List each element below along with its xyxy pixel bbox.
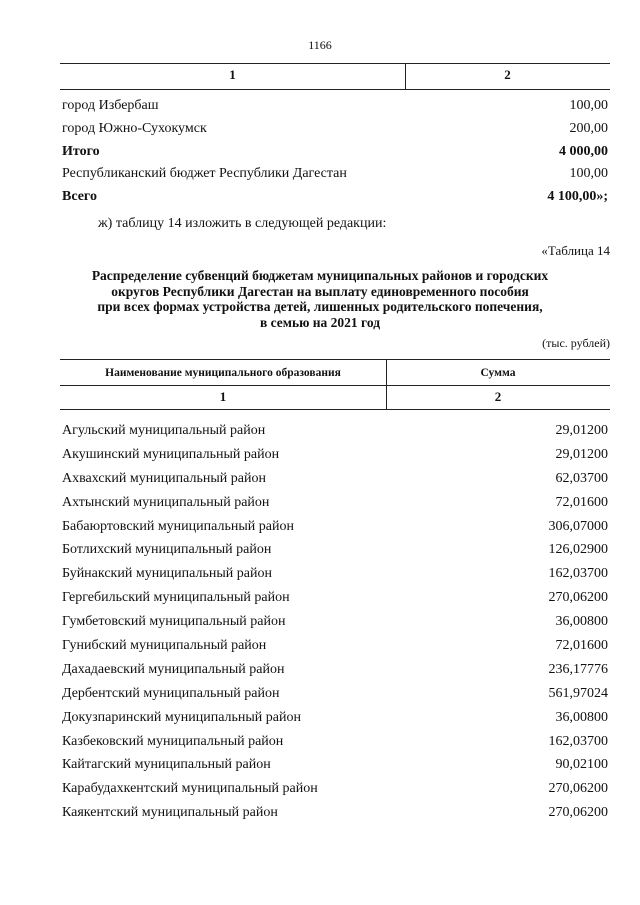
main-table-rule-mid xyxy=(60,385,610,386)
district-amount: 270,06200 xyxy=(548,781,608,797)
district-amount: 236,17776 xyxy=(548,661,608,677)
row-name: город Южно-Сухокумск xyxy=(62,121,207,136)
district-amount: 29,01200 xyxy=(555,446,608,462)
district-amount: 36,00800 xyxy=(555,614,608,630)
district-amount: 90,02100 xyxy=(555,757,608,773)
district-name: Буйнакский муниципальный район xyxy=(62,566,272,582)
row-name: Всего xyxy=(62,189,97,204)
table-row xyxy=(62,682,610,706)
table-row xyxy=(62,467,610,491)
top-table-col2-header: 2 xyxy=(504,67,511,82)
row-name: Республиканский бюджет Республики Дагестан xyxy=(62,166,347,181)
district-name: Дербентский муниципальный район xyxy=(62,685,280,701)
title-line: в семью на 2021 год xyxy=(259,314,381,330)
table-row xyxy=(62,538,610,562)
district-amount: 29,01200 xyxy=(555,423,608,438)
table-row xyxy=(62,706,610,730)
district-amount: 36,00800 xyxy=(555,709,608,725)
title-line: Распределение субвенций бюджетам муниципальных районов и городских xyxy=(91,268,549,283)
main-table-rule-top xyxy=(60,359,610,360)
district-name: Ботлихский муниципальный район xyxy=(62,542,272,558)
district-amount: 561,97024 xyxy=(548,685,608,701)
top-table-rule-top xyxy=(60,63,610,64)
district-name: Агульский муниципальный район xyxy=(62,423,266,438)
main-table-rule-header-bottom xyxy=(60,409,610,410)
main-table-col2-number: 2 xyxy=(494,389,502,404)
district-amount: 72,01600 xyxy=(555,494,608,510)
table-row-total xyxy=(62,141,610,163)
district-name: Акушинский муниципальный район xyxy=(62,446,280,462)
district-name: Дахадаевский муниципальный район xyxy=(62,661,285,677)
row-name: город Избербаш xyxy=(62,98,159,113)
table-row xyxy=(62,163,610,185)
district-amount: 162,03700 xyxy=(548,566,608,582)
district-amount: 306,07000 xyxy=(548,518,608,534)
row-value: 100,00 xyxy=(569,98,608,113)
table-row xyxy=(62,118,610,140)
district-amount: 72,01600 xyxy=(555,638,608,654)
title-line: округов Республики Дагестан на выплату единовременного пособия xyxy=(111,283,529,299)
district-amount: 162,03700 xyxy=(548,733,608,749)
district-name: Гунибский муниципальный район xyxy=(62,638,267,654)
table-row-grand-total xyxy=(62,186,610,208)
table-row xyxy=(62,730,610,754)
table-row xyxy=(62,419,610,443)
table-row xyxy=(62,658,610,682)
district-amount: 126,02900 xyxy=(548,542,608,558)
table-row xyxy=(62,610,610,634)
table-row xyxy=(62,95,610,117)
district-name: Гергебильский муниципальный район xyxy=(62,590,290,606)
table-title xyxy=(0,268,640,330)
district-name: Карабудахкентский муниципальный район xyxy=(62,781,318,797)
top-table-col1-header: 1 xyxy=(229,67,236,82)
table-row xyxy=(62,586,610,610)
row-value: 4 100,00»; xyxy=(547,189,608,204)
district-name: Докузпаринский муниципальный район xyxy=(62,709,301,725)
district-name: Ахвахский муниципальный район xyxy=(62,470,266,486)
district-name: Каякентский муниципальный район xyxy=(62,805,278,821)
row-value: 200,00 xyxy=(569,121,608,136)
row-value: 100,00 xyxy=(569,166,608,181)
main-table-name-header: Наименование муниципального образования xyxy=(105,367,341,379)
district-amount: 270,06200 xyxy=(548,805,608,821)
main-table-col1-number: 1 xyxy=(219,389,227,404)
row-value: 4 000,00 xyxy=(559,144,608,159)
table-row xyxy=(62,562,610,586)
title-line: при всех формах устройства детей, лишенных родительского попечения, xyxy=(97,299,543,314)
amendment-paragraph: ж) таблицу 14 изложить в следующей редакции: xyxy=(98,216,387,231)
page-number: 1166 xyxy=(308,38,332,52)
row-name: Итого xyxy=(62,144,100,159)
district-amount: 270,06200 xyxy=(548,590,608,606)
table-row xyxy=(62,491,610,515)
table-row xyxy=(62,777,610,801)
main-table-sum-header: Сумма xyxy=(480,367,516,379)
district-name: Гумбетовский муниципальный район xyxy=(62,614,286,630)
district-name: Кайтагский муниципальный район xyxy=(62,757,271,773)
district-name: Ахтынский муниципальный район xyxy=(62,494,270,510)
table-row xyxy=(62,753,610,777)
table-row xyxy=(62,515,610,539)
table-row xyxy=(62,634,610,658)
district-amount: 62,03700 xyxy=(555,470,608,486)
units-label: (тыс. рублей) xyxy=(542,336,610,350)
table-label: «Таблица 14 xyxy=(541,243,610,258)
table-row xyxy=(62,443,610,467)
table-row xyxy=(62,801,610,825)
district-name: Казбековский муниципальный район xyxy=(62,733,284,749)
top-table-rule-header xyxy=(60,89,610,90)
district-name: Бабаюртовский муниципальный район xyxy=(62,518,294,534)
main-table-body xyxy=(62,419,610,825)
